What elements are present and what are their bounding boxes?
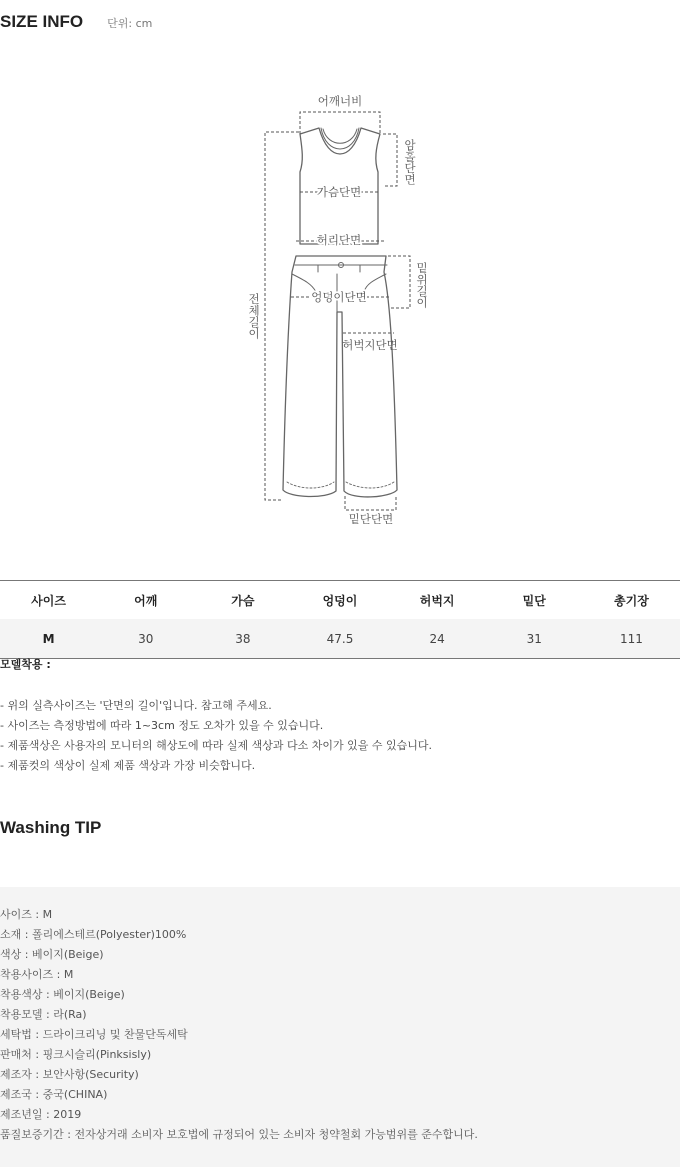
info-line: 착용색상 : 베이지(Beige) [0, 988, 125, 1001]
note-line: - 사이즈는 측정방법에 따라 1~3cm 정도 오차가 있을 수 있습니다. [0, 719, 324, 732]
label-hem: 밑단단면 [348, 512, 394, 526]
info-line: 제조년일 : 2019 [0, 1108, 82, 1121]
col-header: 밑단 [486, 581, 583, 620]
size-notes [0, 696, 432, 776]
product-info-panel [0, 887, 680, 1167]
size-info-header [0, 12, 152, 32]
info-line: 세탁법 : 드라이크리닝 및 찬물단독세탁 [0, 1028, 188, 1041]
label-total-length: 전체길이 [247, 293, 261, 339]
washing-tip-title: Washing TIP [0, 818, 102, 837]
label-waist: 허리단면 [316, 233, 362, 247]
info-line: 소재 : 폴리에스테르(Polyester)100% [0, 928, 187, 941]
col-header: 엉덩이 [291, 581, 388, 620]
info-line: 품질보증기간 : 전자상거래 소비자 보호법에 규정되어 있는 소비자 청약철회 가능범위를 준수합니다. [0, 1128, 478, 1141]
label-thigh: 허벅지단면 [342, 338, 398, 352]
size-diagram [0, 60, 680, 560]
label-shoulder: 어깨너비 [317, 94, 363, 108]
note-line: - 제품컷의 색상이 실제 제품 색상과 가장 비슷합니다. [0, 759, 256, 772]
model-label: 모델착용 : [0, 658, 51, 671]
table-cell: 30 [97, 619, 194, 659]
table-cell: 47.5 [291, 619, 388, 659]
table-cell: 111 [583, 619, 680, 659]
size-table [0, 580, 680, 659]
label-chest: 가슴단면 [316, 185, 362, 199]
label-rise: 밑위길이 [415, 262, 429, 308]
note-line: - 제품색상은 사용자의 모니터의 해상도에 따라 실제 색상과 다소 차이가 있을 수 있습니다. [0, 739, 432, 752]
table-row [0, 619, 680, 659]
info-line: 제조자 : 보안사항(Security) [0, 1068, 139, 1081]
label-armhole: 암홀단면 [403, 139, 417, 185]
col-header: 가슴 [194, 581, 291, 620]
col-header: 총기장 [583, 581, 680, 620]
table-cell: M [0, 619, 97, 659]
note-line: - 위의 실측사이즈는 '단면의 길이'입니다. 참고해 주세요. [0, 699, 272, 712]
unit-label: 단위: cm [107, 17, 153, 30]
info-line: 제조국 : 중국(CHINA) [0, 1088, 108, 1101]
info-line: 색상 : 베이지(Beige) [0, 948, 104, 961]
size-info-title: SIZE INFO [0, 12, 84, 31]
table-cell: 24 [389, 619, 486, 659]
col-header: 허벅지 [389, 581, 486, 620]
info-line: 착용사이즈 : M [0, 968, 74, 981]
table-cell: 31 [486, 619, 583, 659]
label-hip: 엉덩이단면 [311, 290, 367, 304]
info-line: 사이즈 : M [0, 908, 53, 921]
col-header: 사이즈 [0, 581, 97, 620]
info-line: 착용모델 : 라(Ra) [0, 1008, 87, 1021]
size-table-header-row [0, 581, 680, 620]
col-header: 어깨 [97, 581, 194, 620]
table-cell: 38 [194, 619, 291, 659]
info-line: 판매처 : 핑크시슬리(Pinksisly) [0, 1048, 152, 1061]
